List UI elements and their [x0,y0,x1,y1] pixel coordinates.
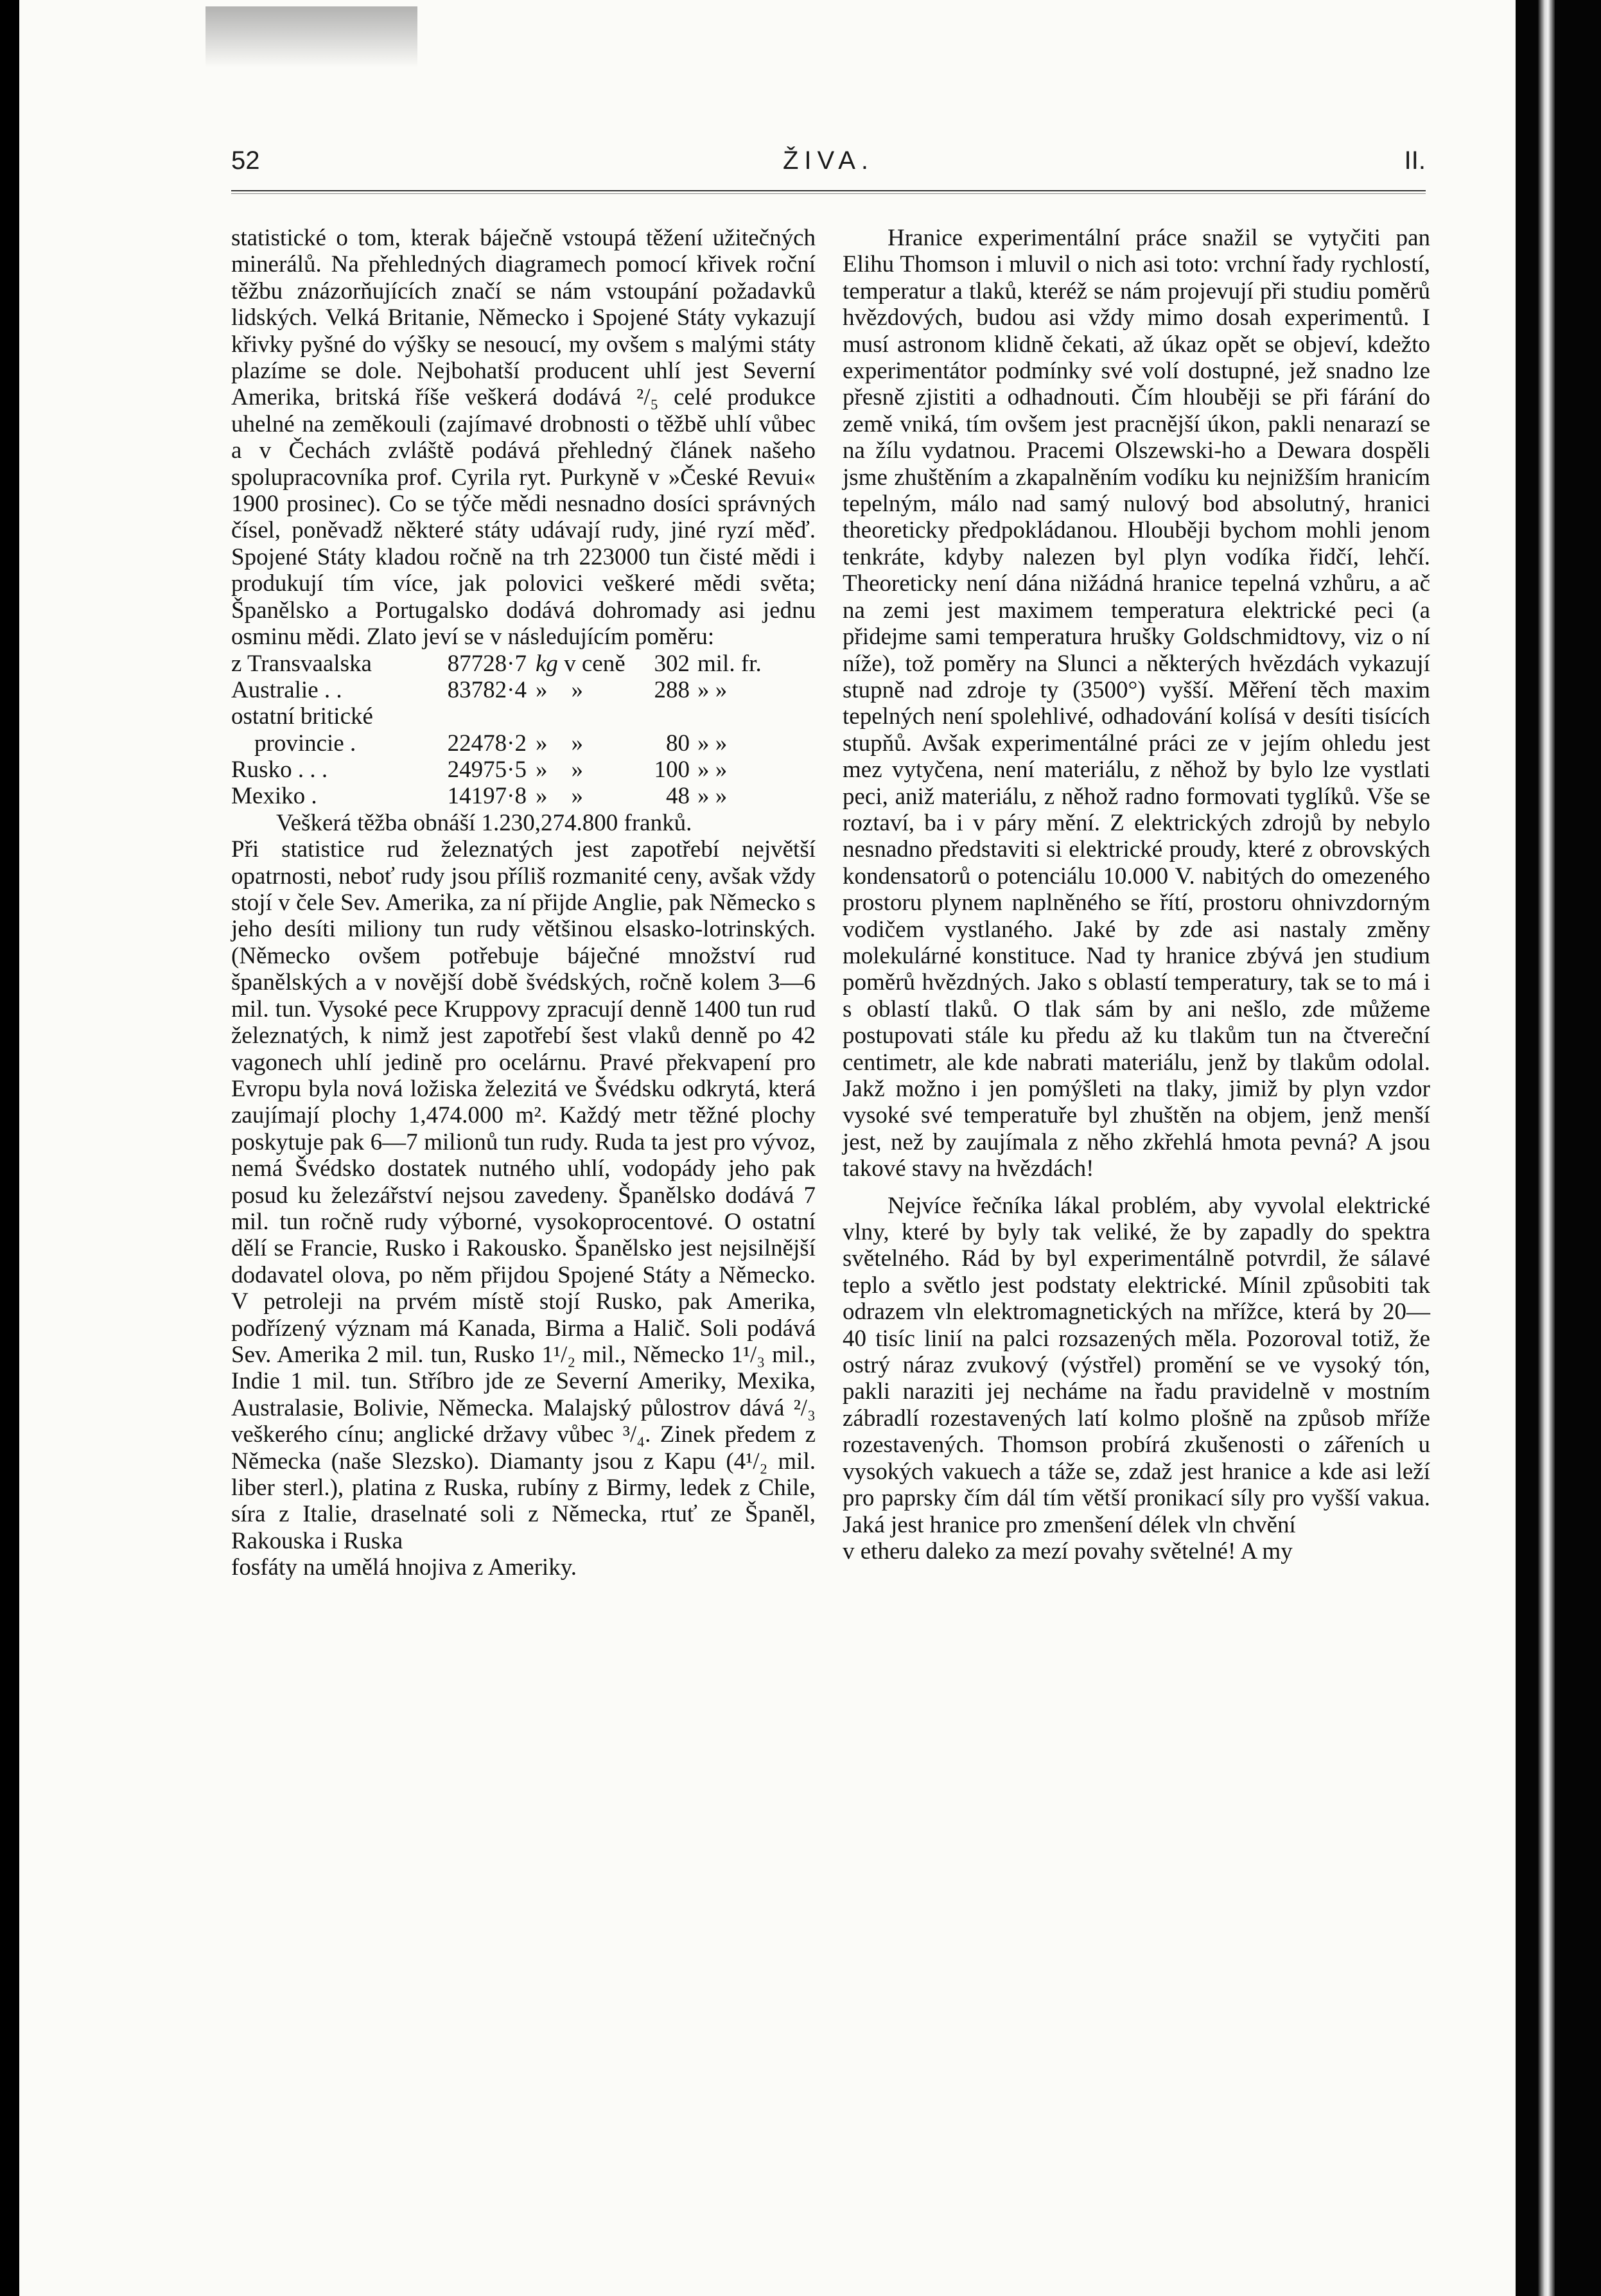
right-column [843,225,1430,1564]
scan-border [1516,0,1601,2296]
page-number: 52 [231,146,260,175]
table-row: provincie . 22478·2 » » 80 » » [254,730,728,757]
running-header [231,146,1426,185]
table-row: z Transvaalska 87728·7 kg v ceně 302 mil. fr. [231,650,762,677]
paragraph-electric-waves: Nejvíce řečníka lákal problém, aby vyvolal elektrické vlny, které by byly tak veliké, že by zapadly do spektra světelného. Rád by byl experimentálně potvrdil, že sálavé teplo a světlo jest podstaty elektrické. Mínil způsobiti tak odrazem vln elektromagnetických na mřížce, která by 20—40 tisíc linií na palci rozsazených měla. Pozoroval totiž, že ostrý náraz zvukový (výstřel) promění se ve vysoký tón, pakli naraziti jej necháme na řadu pravidelně v mostním zábradlí rozestavených latí kolmo plošně na způsob mříže rozestavených. Thomson probírá zkušenosti o zářeních u vysokých vakuech a táže se, zdaž jest hranice a kde asi leží pro paprsky čím dál tím větší pronikací síly pro vyšší vakua. Jaká jest hranice pro zmenšení délek vln chvění [843,1192,1430,1538]
scanned-page [19,0,1516,2296]
table-row: ostatní britické [231,703,373,730]
paragraph-mineral-statistics: statistické o tom, kterak báječně vstoupá těžení užitečných minerálů. Na přehledných diagramech pomocí křivek roční těžbu znázorňujících značí se nám vstoupání požadavků lidských. Velká Britanie, Německo i Spojené Státy vykazují křivky pyšné do výšky se nesoucí, my ovšem s malými státy plazíme se dole. Nejbohatší producent uhlí jest Severní Amerika, britská říše veškerá dodává ²/₅ celé produkce uhelné na zeměkouli (zajímavé drobnosti o těžbě uhlí vůbec a v Čechách zvláště podává přehledný článek našeho spolupracovníka prof. Cyrila ryt. Purkyně v »České Revui« 1900 prosinec). Co se týče mědi nesnadno dosíci správných čísel, poněvadž některé státy udávají rudy, jiné ryzí měď. Spojené Státy kladou ročně na trh 223000 tun čisté mědi i produkují tím více, jak polovici veškeré mědi světa; Španělsko a Portugalsko dodává dohromady asi jednu osminu mědi. Zlato jeví se v následujícím poměru: [231,225,816,651]
scan-artifact [206,6,417,67]
journal-title: ŽIVA. [782,146,875,175]
paragraph-ores: Při statistice rud železnatých jest zapotřebí největší opatrnosti, neboť rudy jsou příliš rozmanité ceny, avšak vždy stojí v čele Sev. Amerika, za ní přijde Anglie, pak Německo s jeho desíti miliony tun rudy většinou elsasko-lotrinských. (Německo ovšem potřebuje báječné množství rud španělských a v novější době švédských, ročně kolem 3—6 mil. tun. Vysoké pece Kruppovy zpracují denně 1400 tun rud železnatých, k nimž jest zapotřebí šest vlaků denně po 42 vagonech uhlí jedině pro ocelárnu. Pravé překvapení pro Evropu byla nová ložiska železitá ve Švédsku odkrytá, která zaujímají plochy 1,474.000 m². Každý metr těžné plochy poskytuje pak 6—7 milionů tun rudy. Ruda ta jest pro vývoz, nemá Švédsko dostatek nutného uhlí, vodopády jeho pak posud ku železářství nejsou zavedeny. Španělsko dodává 7 mil. tun ročně rudy výborné, vysokoprocentové. O ostatní dělí se Francie, Rusko i Rakousko. Španělsko jest nejsilnější dodavatel olova, po něm přijdou Spojené Státy a Německo. V petroleji na prvém místě stojí Rusko, pak Amerika, podřízený význam má Kanada, Birma a Halič. Soli podává Sev. Amerika 2 mil. tun, Rusko 1¹/₂ mil., Německo 1¹/₃ mil., Indie 1 mil. tun. Stříbro jde ze Severní Ameriky, Mexika, Australasie, Bolivie, Německa. Malajský půlostrov dává ²/₃ veškerého cínu; anglické državy vůbec ³/₄. Zinek předem z Německa (naše Slezsko). Diamanty jsou z Kapu (4¹/₂ mil. liber sterl.), platina z Ruska, rubíny z Birmy, ledek z Chile, síra z Italie, draselnaté soli z Německa, rtuť ze Španěl, Rakouska i Ruska [231,836,816,1554]
paragraph-end-line: fosfáty na umělá hnojiva z Ameriky. [231,1554,577,1581]
paragraph-end-line: v etheru daleko za mezí povahy světelné! A my [843,1538,1293,1564]
header-rule [231,190,1426,194]
gold-table [231,651,816,810]
table-row: Australie . . 83782·4 » » 288 » » [231,676,728,703]
table-row: Mexiko . 14197·8 » » 48 » » [231,783,728,810]
scan-edge [1538,0,1555,2296]
paragraph-experimental-limits: Hranice experimentální práce snažil se vytyčiti pan Elihu Thomson i mluvil o nich asi toto: vrchní řady rychlostí, temperatur a tlaků, kteréž se nám projevují při studiu poměrů hvězdových, budou asi vždy mimo dosah experimentů. I musí astronom klidně čekati, až úkaz opět se objeví, kdežto experimentátor podmínky své volí dostupné, jež snadno lze přesně zjistiti a odhadnouti. Čím hlouběji se při fárání do země vniká, tím ovšem jest pracnější úkon, pakli nenarazí se na žílu vydatnou. Pracemi Olszewski-ho a Dewara dospěli jsme zhuštěním a zkapalněním vodíku ku nejnižším hranicím tepelným, málo nad samý nulový bod absolutný, hranici theoreticky předpokládanou. Hlouběji bychom mohli jenom tenkráte, kdyby nalezen byl plyn vodíka řidčí, lehčí. Theoreticky není dána nižádná hranice tepelná vzhůru, a ač na zemi jest maximem temperatura elektrické peci (a přidejme sami temperatura hrušky Goldschmidtovy, viz o ní níže), tož poměry na Slunci a některých hvězdách vykazují stupně nad zdroje ty (3500°) vyšší. Měření těch maxim tepelných není spolehlivé, odhadování kolísá v desíti tisících stupňů. Avšak experimentálné práci ze v jejím ohledu jest mez vytyčena, není materiálu, z něhož by bylo lze vystlati peci, aniž materiálu, z něhož radno formovati tyglíků. Vše se roztaví, ba i v páry mění. Z elektrických zdrojů by nebylo nesnadno představiti si elektrické proudy, které z obrovských kondensatorů o potenciálu 10.000 V. nabitých do omezeného prostoru plynem naplněného se řítí, prostoru ohnivzdorným vodičem vystlaného. Jaké by zde asi nastaly změny molekulárné konstituce. Nad ty hranice zbývá jen studium poměrů hvězdných. Jako s oblastí temperatury, tak se to má i s oblastí tlaků. O tlak sám by ani nešlo, zde můžeme postupovati stále ku předu až ku tlakům tun na čtvereční centimetr, ale kde nabrati materiálu, jenž by tlakům odolal. Jakž možno i jen pomýšleti na tlaky, jimiž by plyn vzdor vysoké své temperatuře byl zhuštěn na objem, jenž menší jest, než by zaujímala z něho zkřehlá hmota pevná? A jsou takové stavy na hvězdách! [843,225,1430,1182]
left-column [231,225,816,1581]
volume-number: II. [1404,146,1426,175]
gold-total: Veškerá těžba obnáší 1.230,274.800 franků. [276,809,692,836]
table-row: Rusko . . . 24975·5 » » 100 » » [231,757,728,784]
